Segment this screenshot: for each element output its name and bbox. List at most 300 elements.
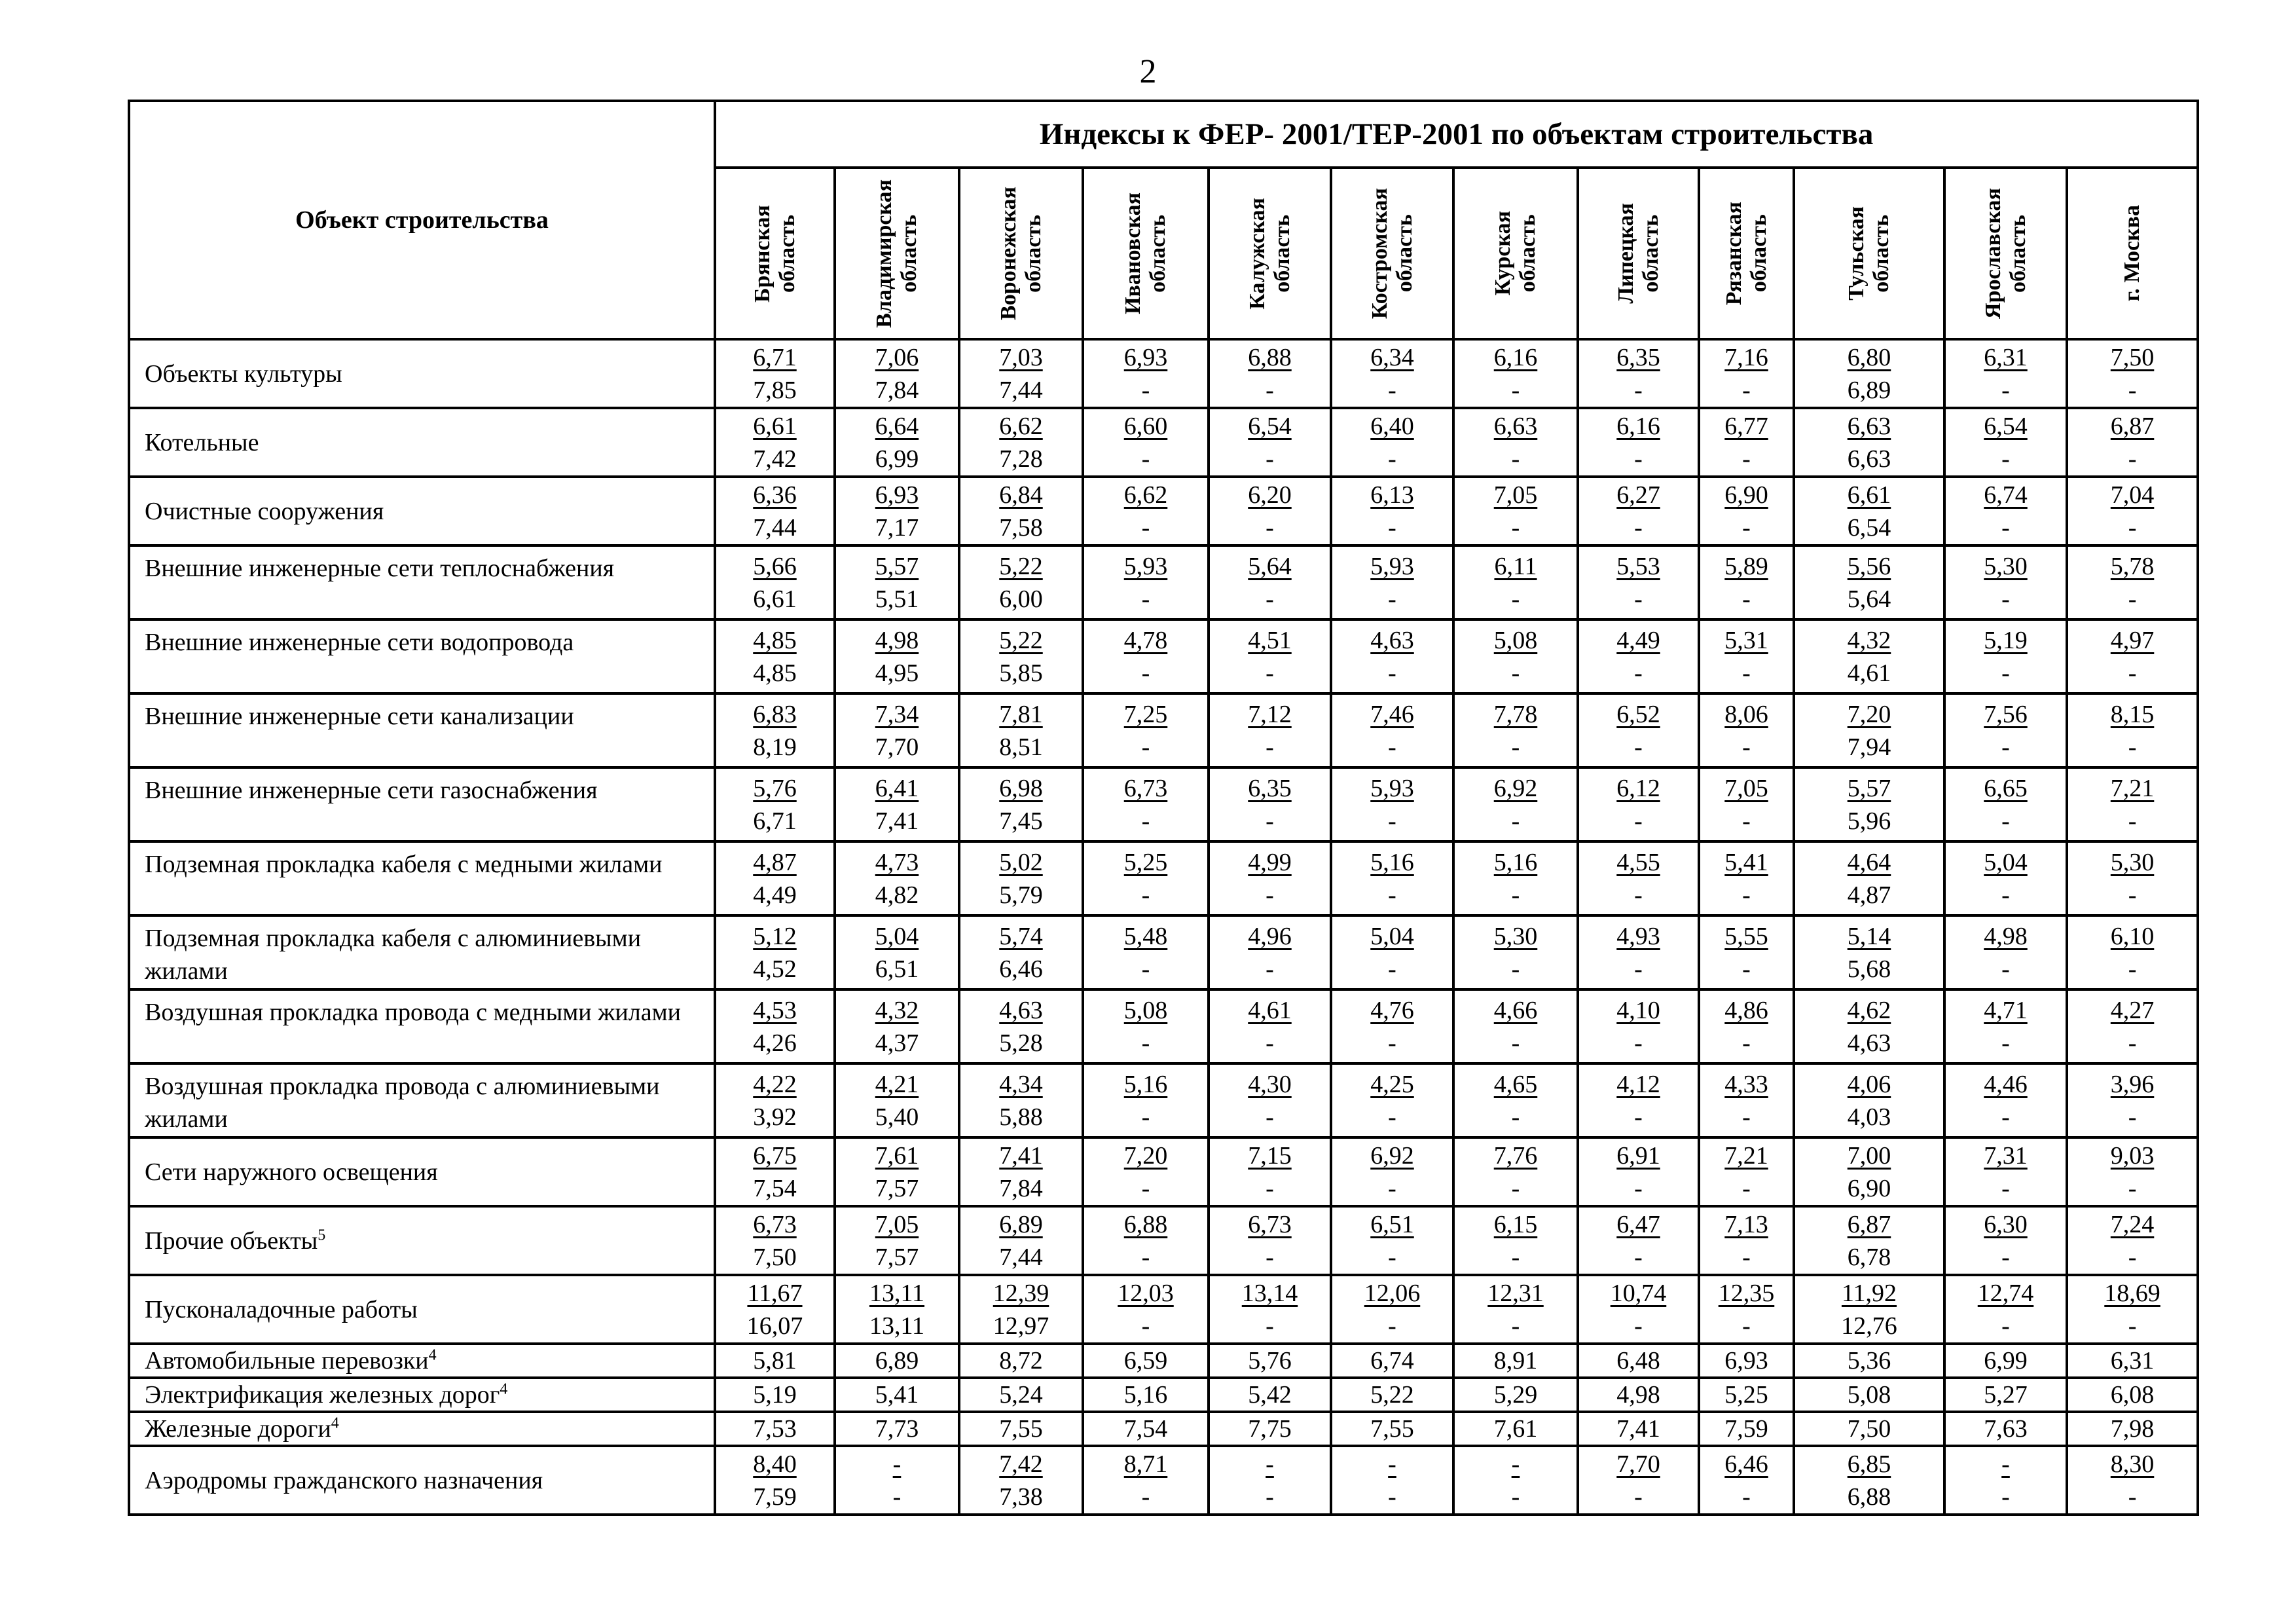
index-value-bottom: 3,92: [753, 1103, 797, 1131]
index-cell: [2067, 1137, 2198, 1206]
index-cell: [1578, 545, 1699, 619]
index-value-top: 6,83: [753, 700, 797, 728]
index-cell: 7,98: [2067, 1412, 2198, 1446]
index-value-bottom: -: [1388, 1174, 1396, 1202]
index-value-bottom: -: [2128, 659, 2137, 687]
object-name: [129, 408, 715, 477]
object-name: [129, 339, 715, 408]
index-value-bottom: -: [1388, 1029, 1396, 1057]
index-cell: [1453, 693, 1578, 767]
index-value-top: 6,35: [1616, 343, 1660, 371]
region-label: Ярославская область: [1980, 188, 2030, 319]
index-cell: [1209, 1063, 1331, 1137]
index-cell: [1794, 1137, 1944, 1206]
index-value-bottom: 5,96: [1847, 807, 1891, 835]
index-value-top: 4,21: [875, 1070, 919, 1098]
index-value-bottom: 6,51: [875, 955, 919, 983]
index-cell: 6,31: [2067, 1344, 2198, 1378]
index-value-bottom: -: [1141, 955, 1150, 983]
index-value-bottom: -: [1388, 733, 1396, 761]
index-value-bottom: -: [1742, 585, 1751, 613]
object-name: [129, 477, 715, 545]
index-value-bottom: -: [2001, 513, 2010, 542]
index-value-top: 5,30: [1984, 552, 2028, 580]
index-cell: 5,19: [715, 1378, 835, 1412]
index-cell: [715, 915, 835, 989]
index-cell: [1699, 1137, 1794, 1206]
index-value-bottom: 5,68: [1847, 955, 1891, 983]
index-value-top: 5,31: [1724, 626, 1768, 654]
index-cell: [1578, 1275, 1699, 1344]
index-value-top: -: [1266, 1450, 1274, 1478]
index-value-top: 4,66: [1493, 996, 1538, 1024]
object-name-text: Воздушная прокладка провода с медными жилами: [145, 999, 681, 1026]
index-cell: [715, 841, 835, 915]
object-name-text: Котельные: [145, 428, 259, 456]
table-row: [129, 1206, 2198, 1275]
index-value-bottom: -: [1511, 955, 1520, 983]
index-value-top: 6,88: [1248, 343, 1292, 371]
index-value-bottom: -: [2128, 1103, 2137, 1131]
index-value-top: 6,30: [1984, 1210, 2028, 1238]
index-cell: [1944, 989, 2067, 1063]
index-value-top: 7,78: [1493, 700, 1538, 728]
region-label: г. Москва: [2120, 205, 2145, 302]
index-cell: [1699, 841, 1794, 915]
index-cell: [1794, 767, 1944, 841]
index-value-bottom: -: [1388, 659, 1396, 687]
index-cell: 6,08: [2067, 1378, 2198, 1412]
region-header: [1209, 168, 1331, 339]
index-value-top: 6,11: [1494, 552, 1537, 580]
index-cell: [1699, 477, 1794, 545]
index-value-bottom: -: [2001, 881, 2010, 909]
index-value-bottom: -: [1141, 376, 1150, 404]
index-value-bottom: 4,63: [1847, 1029, 1891, 1057]
index-value-bottom: -: [1511, 1483, 1520, 1511]
region-label: Липецкая область: [1613, 203, 1663, 304]
index-value-bottom: -: [1742, 1483, 1751, 1511]
index-value-top: 7,61: [875, 1141, 919, 1170]
index-value-top: 4,12: [1616, 1070, 1660, 1098]
index-cell: [715, 1275, 835, 1344]
index-value-top: 6,87: [2110, 412, 2155, 440]
index-value-top: 5,08: [1493, 626, 1538, 654]
index-value-bottom: -: [1266, 1483, 1274, 1511]
index-value-bottom: 7,84: [999, 1174, 1043, 1202]
index-cell: [959, 339, 1083, 408]
index-value-bottom: 4,61: [1847, 659, 1891, 687]
index-cell: 7,41: [1578, 1412, 1699, 1446]
index-cell: [835, 619, 959, 693]
index-cell: [1083, 841, 1209, 915]
table-row: [129, 767, 2198, 841]
index-cell: [835, 339, 959, 408]
index-value-top: 5,22: [999, 626, 1043, 654]
index-value-bottom: -: [1388, 1312, 1396, 1340]
index-value-top: 7,13: [1724, 1210, 1768, 1238]
index-value-bottom: 5,79: [999, 881, 1043, 909]
region-label: Брянская область: [750, 204, 799, 303]
index-value-bottom: -: [1634, 513, 1643, 542]
index-cell: 7,75: [1209, 1412, 1331, 1446]
index-value-top: 7,05: [875, 1210, 919, 1238]
index-cell: [1944, 1275, 2067, 1344]
index-value-bottom: -: [1388, 1243, 1396, 1271]
index-cell: [1578, 1206, 1699, 1275]
index-cell: 5,76: [1209, 1344, 1331, 1378]
index-cell: [1209, 915, 1331, 989]
index-value-bottom: 5,85: [999, 659, 1043, 687]
object-name: [129, 1378, 715, 1412]
index-cell: [1083, 1446, 1209, 1515]
index-cell: [1578, 989, 1699, 1063]
index-value-top: 7,24: [2110, 1210, 2155, 1238]
index-value-bottom: 6,90: [1847, 1174, 1891, 1202]
index-value-top: 5,76: [753, 774, 797, 802]
index-value-top: 4,30: [1248, 1070, 1292, 1098]
index-value-bottom: 7,50: [753, 1243, 797, 1271]
table-row: [129, 619, 2198, 693]
region-label: Костромская область: [1367, 187, 1417, 320]
region-label: Воронежская область: [996, 187, 1046, 320]
index-value-top: 10,74: [1610, 1279, 1667, 1307]
index-value-top: 4,32: [875, 996, 919, 1024]
index-cell: [1083, 1063, 1209, 1137]
index-value-bottom: 7,58: [999, 513, 1043, 542]
index-value-top: 8,30: [2110, 1450, 2155, 1478]
index-cell: [1453, 915, 1578, 989]
index-value-top: 5,93: [1370, 552, 1414, 580]
region-header: [2067, 168, 2198, 339]
index-cell: 5,41: [835, 1378, 959, 1412]
region-header: [1453, 168, 1578, 339]
index-value-bottom: -: [1511, 807, 1520, 835]
index-cell: [715, 1137, 835, 1206]
index-value-top: 13,11: [869, 1279, 925, 1307]
region-label: Рязанская область: [1721, 201, 1771, 306]
index-cell: 8,72: [959, 1344, 1083, 1378]
index-value-top: 7,06: [875, 343, 919, 371]
index-value-bottom: 7,41: [875, 807, 919, 835]
index-value-bottom: -: [1141, 585, 1150, 613]
index-cell: [1794, 693, 1944, 767]
index-value-bottom: 7,17: [875, 513, 919, 542]
region-label: Калужская область: [1245, 197, 1294, 310]
index-cell: 6,74: [1331, 1344, 1453, 1378]
index-value-bottom: -: [1141, 881, 1150, 909]
index-value-top: 6,60: [1123, 412, 1168, 440]
index-value-top: 7,34: [875, 700, 919, 728]
index-cell: [1944, 767, 2067, 841]
index-value-top: 4,49: [1616, 626, 1660, 654]
object-name-text: Внешние инженерные сети канализации: [145, 703, 574, 730]
index-cell: 5,24: [959, 1378, 1083, 1412]
index-value-bottom: 7,57: [875, 1174, 919, 1202]
index-value-top: 6,27: [1616, 481, 1660, 509]
object-name: [129, 1412, 715, 1446]
index-value-top: 7,21: [2110, 774, 2155, 802]
index-value-top: 4,85: [753, 626, 797, 654]
index-value-bottom: -: [1634, 955, 1643, 983]
index-cell: [1209, 619, 1331, 693]
footnote-marker: 5: [318, 1226, 326, 1244]
index-cell: [1578, 477, 1699, 545]
index-cell: [1209, 1275, 1331, 1344]
index-value-top: 6,52: [1616, 700, 1660, 728]
index-value-bottom: -: [1511, 1029, 1520, 1057]
object-name: [129, 915, 715, 989]
index-value-top: 6,63: [1847, 412, 1891, 440]
index-value-bottom: -: [2128, 955, 2137, 983]
index-value-bottom: -: [1388, 513, 1396, 542]
index-cell: [1209, 408, 1331, 477]
index-value-bottom: -: [1266, 659, 1274, 687]
index-cell: [1578, 841, 1699, 915]
index-value-bottom: 6,61: [753, 585, 797, 613]
index-value-bottom: 4,87: [1847, 881, 1891, 909]
object-name-text: Прочие объекты: [145, 1227, 318, 1255]
index-cell: 8,91: [1453, 1344, 1578, 1378]
region-label: Тульская область: [1844, 206, 1893, 301]
table-row: [129, 545, 2198, 619]
index-cell: [959, 1137, 1083, 1206]
index-value-bottom: -: [1634, 881, 1643, 909]
index-value-bottom: -: [1511, 733, 1520, 761]
index-cell: [1794, 915, 1944, 989]
index-value-bottom: 8,19: [753, 733, 797, 761]
index-cell: [2067, 693, 2198, 767]
index-cell: [1331, 767, 1453, 841]
index-value-top: -: [1388, 1450, 1396, 1478]
index-value-top: 6,20: [1248, 481, 1292, 509]
index-value-bottom: -: [2128, 376, 2137, 404]
index-value-top: 5,16: [1493, 848, 1538, 876]
index-value-top: 5,93: [1123, 552, 1168, 580]
index-value-top: 4,76: [1370, 996, 1414, 1024]
index-value-top: 6,16: [1616, 412, 1660, 440]
index-value-bottom: -: [1634, 1483, 1643, 1511]
index-cell: [1453, 1275, 1578, 1344]
index-value-top: 12,03: [1118, 1279, 1174, 1307]
object-name: [129, 619, 715, 693]
index-cell: [1578, 339, 1699, 408]
index-value-bottom: 7,44: [753, 513, 797, 542]
index-cell: [835, 915, 959, 989]
index-value-bottom: -: [2001, 1103, 2010, 1131]
index-value-bottom: -: [1634, 445, 1643, 473]
index-value-bottom: -: [2128, 1174, 2137, 1202]
index-value-bottom: -: [1388, 376, 1396, 404]
index-value-bottom: -: [1742, 659, 1751, 687]
index-value-top: 5,22: [999, 552, 1043, 580]
index-cell: [1453, 767, 1578, 841]
index-value-top: 5,56: [1847, 552, 1891, 580]
index-value-top: 7,76: [1493, 1141, 1538, 1170]
index-value-bottom: -: [1511, 445, 1520, 473]
index-cell: [959, 841, 1083, 915]
index-value-top: 5,02: [999, 848, 1043, 876]
index-cell: 6,89: [835, 1344, 959, 1378]
index-cell: [1209, 477, 1331, 545]
index-value-bottom: 6,89: [1847, 376, 1891, 404]
index-value-top: 5,93: [1370, 774, 1414, 802]
index-cell: [1083, 767, 1209, 841]
index-value-bottom: 6,46: [999, 955, 1043, 983]
index-cell: [1944, 1446, 2067, 1515]
indices-title: Индексы к ФЕР- 2001/ТЕР-2001 по объектам строительства: [715, 101, 2198, 168]
index-value-bottom: 13,11: [869, 1312, 925, 1340]
index-cell: [835, 1137, 959, 1206]
index-value-bottom: -: [1141, 1103, 1150, 1131]
index-cell: [1944, 1206, 2067, 1275]
index-value-bottom: -: [1511, 881, 1520, 909]
index-cell: 7,50: [1794, 1412, 1944, 1446]
index-value-bottom: -: [1266, 1174, 1274, 1202]
index-cell: [2067, 477, 2198, 545]
index-value-bottom: -: [2001, 1029, 2010, 1057]
index-value-bottom: -: [1742, 1243, 1751, 1271]
index-value-top: 5,74: [999, 922, 1043, 950]
object-name: [129, 1137, 715, 1206]
index-value-bottom: -: [2001, 807, 2010, 835]
index-value-bottom: -: [1266, 513, 1274, 542]
index-cell: [2067, 1063, 2198, 1137]
index-cell: [1453, 1063, 1578, 1137]
index-value-top: 4,46: [1984, 1070, 2028, 1098]
object-name: [129, 1344, 715, 1378]
index-value-bottom: 4,26: [753, 1029, 797, 1057]
index-value-top: 12,35: [1718, 1279, 1775, 1307]
index-cell: [835, 693, 959, 767]
index-value-top: 6,65: [1984, 774, 2028, 802]
index-value-top: 5,53: [1616, 552, 1660, 580]
index-cell: [1794, 1446, 1944, 1515]
index-value-bottom: 7,44: [999, 1243, 1043, 1271]
index-cell: [1331, 989, 1453, 1063]
index-value-top: 4,71: [1984, 996, 2028, 1024]
index-value-top: 5,66: [753, 552, 797, 580]
index-value-top: 6,46: [1724, 1450, 1768, 1478]
index-cell: [1331, 408, 1453, 477]
index-value-bottom: -: [1141, 1312, 1150, 1340]
index-value-top: 4,27: [2110, 996, 2155, 1024]
index-value-bottom: -: [1742, 1312, 1751, 1340]
index-value-top: 4,87: [753, 848, 797, 876]
index-cell: [1699, 1063, 1794, 1137]
region-header: [1944, 168, 2067, 339]
region-header: [1699, 168, 1794, 339]
index-value-bottom: -: [2001, 1174, 2010, 1202]
index-value-top: 5,57: [1847, 774, 1891, 802]
index-value-bottom: -: [2128, 807, 2137, 835]
index-cell: [1083, 408, 1209, 477]
table-row: [129, 1378, 2198, 1412]
object-name-text: Воздушная прокладка провода с алюминиевыми жилами: [145, 1073, 660, 1133]
index-cell: [1944, 1137, 2067, 1206]
table-row: [129, 1446, 2198, 1515]
index-cell: [1944, 619, 2067, 693]
index-cell: 6,99: [1944, 1344, 2067, 1378]
index-cell: 5,16: [1083, 1378, 1209, 1412]
index-cell: [835, 545, 959, 619]
index-value-bottom: -: [1266, 1312, 1274, 1340]
index-cell: 5,25: [1699, 1378, 1794, 1412]
index-cell: 5,22: [1331, 1378, 1453, 1412]
index-value-bottom: -: [1266, 733, 1274, 761]
index-cell: [715, 1206, 835, 1275]
index-value-bottom: -: [1634, 1103, 1643, 1131]
index-cell: [1331, 841, 1453, 915]
index-value-top: 5,78: [2110, 552, 2155, 580]
index-cell: [1083, 1137, 1209, 1206]
index-cell: [1794, 545, 1944, 619]
index-cell: [1331, 1137, 1453, 1206]
index-value-bottom: 6,63: [1847, 445, 1891, 473]
table-row: [129, 1063, 2198, 1137]
table-row: [129, 841, 2198, 915]
index-value-top: 5,25: [1123, 848, 1168, 876]
region-header: [1794, 168, 1944, 339]
index-value-bottom: -: [1141, 807, 1150, 835]
object-name: [129, 841, 715, 915]
index-value-bottom: -: [1511, 376, 1520, 404]
index-cell: [1209, 1446, 1331, 1515]
index-value-top: 4,65: [1493, 1070, 1538, 1098]
index-cell: [1794, 339, 1944, 408]
index-value-top: 6,92: [1370, 1141, 1414, 1170]
index-value-bottom: 6,00: [999, 585, 1043, 613]
index-value-top: 7,00: [1847, 1141, 1891, 1170]
index-value-top: 13,14: [1241, 1279, 1298, 1307]
index-value-bottom: -: [1742, 1103, 1751, 1131]
index-cell: [1578, 693, 1699, 767]
index-value-bottom: -: [1141, 513, 1150, 542]
index-cell: [1083, 545, 1209, 619]
index-value-top: 9,03: [2110, 1141, 2155, 1170]
index-cell: [715, 989, 835, 1063]
index-cell: [1794, 408, 1944, 477]
index-value-top: 4,97: [2110, 626, 2155, 654]
index-cell: [715, 767, 835, 841]
index-value-top: 4,53: [753, 996, 797, 1024]
index-value-top: 7,03: [999, 343, 1043, 371]
index-cell: [715, 477, 835, 545]
index-value-bottom: -: [2128, 1312, 2137, 1340]
index-value-bottom: 7,28: [999, 445, 1043, 473]
table-row: [129, 1137, 2198, 1206]
object-name-text: Подземная прокладка кабеля с медными жилами: [145, 851, 663, 878]
region-header: [835, 168, 959, 339]
index-value-bottom: -: [1742, 881, 1751, 909]
index-cell: [835, 989, 959, 1063]
index-value-top: 4,98: [875, 626, 919, 654]
object-column-header: [129, 101, 715, 339]
index-value-top: 4,34: [999, 1070, 1043, 1098]
index-cell: [1331, 477, 1453, 545]
index-cell: [1944, 477, 2067, 545]
index-value-top: 6,16: [1493, 343, 1538, 371]
index-value-top: 4,51: [1248, 626, 1292, 654]
index-value-top: 6,92: [1493, 774, 1538, 802]
index-value-top: 5,19: [1984, 626, 2028, 654]
index-cell: [1699, 408, 1794, 477]
index-cell: [1578, 767, 1699, 841]
region-label: Курская область: [1491, 211, 1540, 296]
index-value-bottom: -: [2128, 1483, 2137, 1511]
index-cell: [1944, 339, 2067, 408]
index-value-top: 7,20: [1123, 1141, 1168, 1170]
